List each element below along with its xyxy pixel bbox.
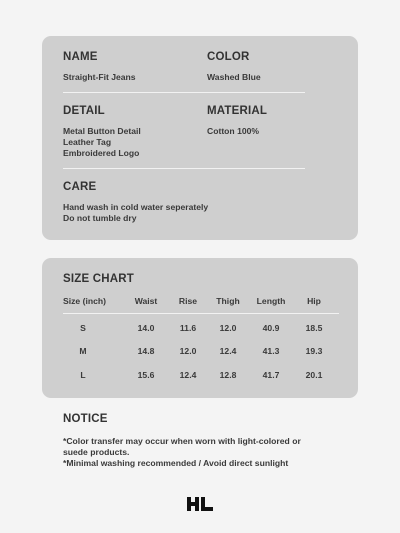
size-row (42, 346, 358, 358)
material-label: MATERIAL (207, 105, 268, 117)
header-waist: Waist (134, 296, 158, 306)
notice-line: suede products. (63, 447, 130, 457)
length-cell: 41.7 (262, 370, 280, 380)
size-row (42, 370, 358, 382)
header-length: Length (256, 296, 286, 306)
detail-section (63, 105, 141, 159)
material-section (207, 105, 267, 137)
color-label: COLOR (207, 51, 250, 63)
rise-cell: 12.4 (179, 370, 197, 380)
header-size: Size (inch) (63, 296, 106, 306)
waist-cell: 14.0 (137, 323, 155, 333)
care-section (63, 181, 208, 224)
name-value: Straight-Fit Jeans (63, 72, 136, 82)
hip-cell: 19.3 (305, 346, 323, 356)
care-label: CARE (63, 181, 97, 193)
notice-line: *Color transfer may occur when worn with light-colored or (63, 436, 301, 446)
size-chart-card (42, 258, 358, 398)
name-label: NAME (63, 51, 98, 63)
notice-line: *Minimal washing recommended / Avoid direct sunlight (63, 458, 289, 468)
detail-line: Embroidered Logo (63, 148, 140, 158)
rise-cell: 11.6 (179, 323, 197, 333)
rise-cell: 12.0 (179, 346, 197, 356)
size-table-header (42, 296, 358, 308)
detail-label: DETAIL (63, 105, 105, 117)
hip-cell: 18.5 (305, 323, 323, 333)
divider (63, 92, 305, 93)
thigh-cell: 12.4 (219, 346, 237, 356)
color-value: Washed Blue (207, 72, 261, 82)
product-info-card (42, 36, 358, 240)
header-hip: Hip (307, 296, 321, 306)
material-value: Cotton 100% (207, 126, 260, 136)
name-section (63, 51, 136, 83)
hip-cell: 20.1 (305, 370, 323, 380)
thigh-cell: 12.0 (219, 323, 237, 333)
size-chart-title: SIZE CHART (63, 273, 134, 285)
size-cell: S (80, 323, 86, 333)
color-section (207, 51, 261, 83)
size-cell: M (79, 346, 87, 356)
waist-cell: 14.8 (137, 346, 155, 356)
detail-line: Metal Button Detail (63, 126, 141, 136)
brand-logo-icon (186, 496, 214, 512)
notice-section (63, 413, 353, 469)
header-rise: Rise (178, 296, 198, 306)
size-row (42, 323, 358, 335)
length-cell: 41.3 (262, 346, 280, 356)
notice-title: NOTICE (63, 413, 108, 425)
waist-cell: 15.6 (137, 370, 155, 380)
length-cell: 40.9 (262, 323, 280, 333)
care-line: Hand wash in cold water seperately (63, 202, 209, 212)
divider (63, 313, 339, 314)
divider (63, 168, 305, 169)
size-cell: L (80, 370, 86, 380)
care-line: Do not tumble dry (63, 213, 137, 223)
thigh-cell: 12.8 (219, 370, 237, 380)
detail-line: Leather Tag (63, 137, 112, 147)
header-thigh: Thigh (216, 296, 240, 306)
